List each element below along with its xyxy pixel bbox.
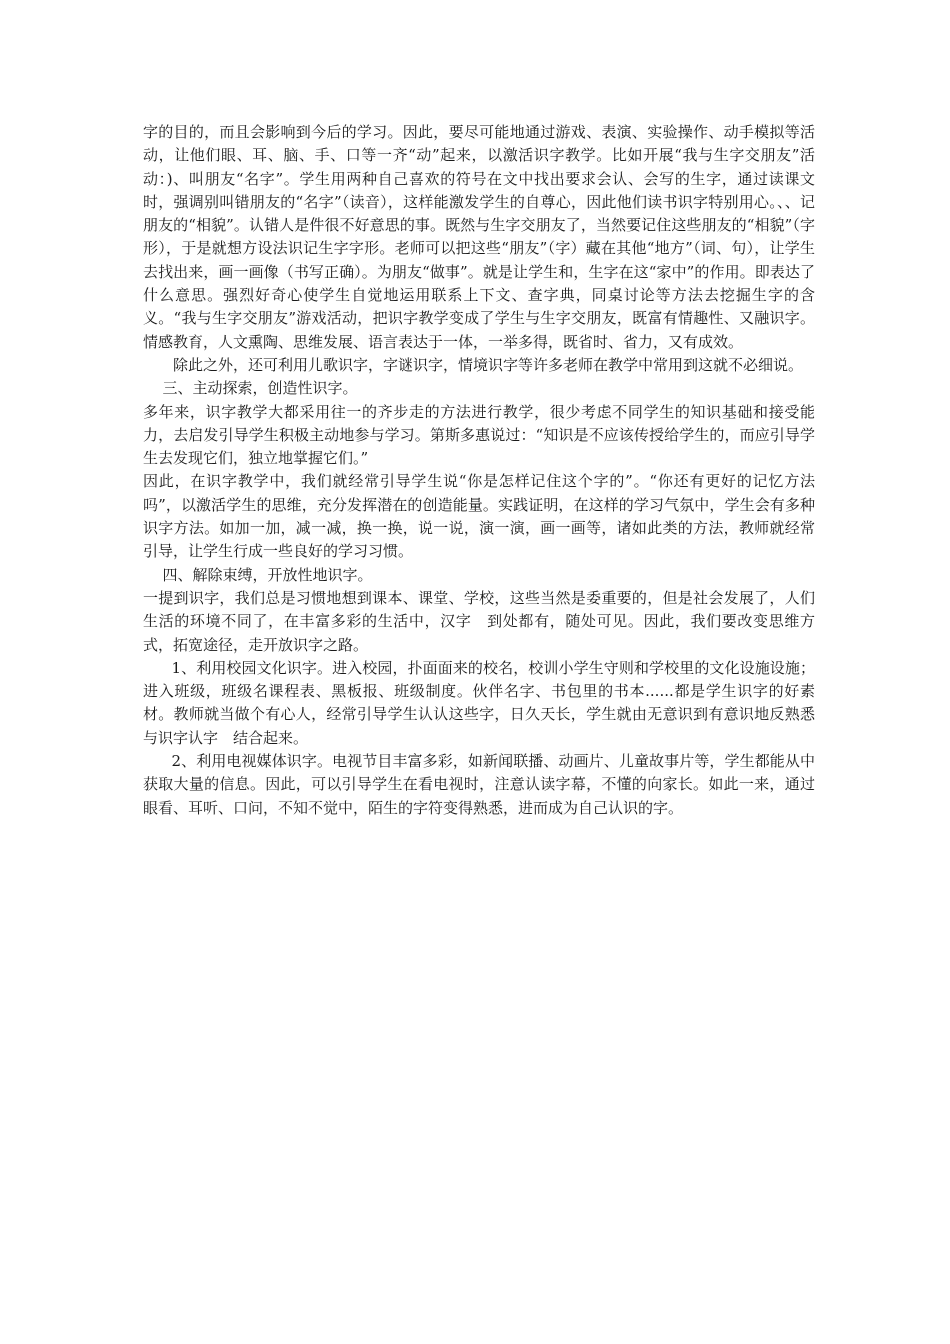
section-heading-4: 四、解除束缚，开放性地识字。 xyxy=(162,565,373,584)
section-heading-3: 三、主动探索，创造性识字。 xyxy=(162,379,358,398)
paragraph-section-3-b: 因此，在识字教学中，我们就经常引导学生说“你是怎样记住这个字的”。“你还有更好的记忆方法吗”，以激活学生的思维，充分发挥潜在的创造能量。实践证明，在这样的学习气氛中，学生会有多种识字方法。如加一加，减一减，换一换，说一说，演一演，画一画等，诸如此类的方法，教师就经常引导，让学生行成一些良好的学习习惯。 xyxy=(143,472,815,561)
paragraph-other-methods: 除此之外，还可利用儿歌识字，字谜识字，情境识字等许多老师在教学中常用到这就不必细说。 xyxy=(173,355,804,374)
paragraph-intro: 字的目的，而且会影响到今后的学习。因此，要尽可能地通过游戏、表演、实验操作、动手模拟等活动，让他们眼、耳、脑、手、口等一齐“动”起来，以激活识字教学。比如开展“我与生字交朋友”活动：)、叫朋友“名字”。学生用两种自己喜欢的符号在文中找出要求会认、会写的生字，通过读课文时，强调别叫错朋友的“名字”（读音），这样能激发学生的自尊心，因此他们读书识字特别用心。、、记朋友的“相貌”。认错人是件很不好意思的事。既然与生字交朋友了，当然要记住这些朋友的“相貌”（字形），于是就想方设法识记生字字形。老师可以把这些“朋友”（字）藏在其他“地方”（词、句），让学生去找出来，画一画像（书写正确）。为朋友“做事”。就是让学生和，生字在这“家中”的作用。即表达了什么意思。强烈好奇心使学生自觉地运用联系上下文、查字典，同桌讨论等方法去挖掘生字的含义。“我与生字交朋友”游戏活动，把识字教学变成了学生与生字交朋友，既富有情趣性、又融识字。情感教育，人文熏陶、思维发展、语言表达于一体，一举多得，既省时、省力，又有成效。 xyxy=(143,123,815,351)
paragraph-campus-culture: 1、利用校园文化识字。进入校园，扑面面来的校名，校训小学生守则和学校里的文化设施设施；进入班级，班级名课程表、黑板报、班级制度。伙伴名字、书包里的书本......都是学生识字的好素材。教师就当做个有心人，经常引导学生认认这些字，日久天长，学生就由无意识到有意识地反熟悉与识字认字 结合起来。 xyxy=(143,658,815,747)
paragraph-section-3-a: 多年来，识字教学大都采用往一的齐步走的方法进行教学，很少考虑不同学生的知识基础和接受能力，去启发引导学生积极主动地参与学习。第斯多惠说过：“知识是不应该传授给学生的，而应引导学生去发现它们，独立地掌握它们。” xyxy=(143,402,815,468)
paragraph-tv-media: 2、利用电视媒体识字。电视节目丰富多彩，如新闻联播、动画片、儿童故事片等，学生都能从中获取大量的信息。因此，可以引导学生在看电视时，注意认读字幕，不懂的向家长。如此一来，通过眼看、耳听、口问，不知不觉中，陌生的字符变得熟悉，进而成为自己认识的字。 xyxy=(143,752,815,817)
document-body xyxy=(143,121,815,820)
paragraph-section-4-a: 一提到识字，我们总是习惯地想到课本、课堂、学校，这些当然是委重要的，但是社会发展了，人们生活的环境不同了，在丰富多彩的生活中，汉字 到处都有，随处可见。因此，我们要改变思维方式，拓宽途径，走开放识字之路。 xyxy=(143,588,815,654)
